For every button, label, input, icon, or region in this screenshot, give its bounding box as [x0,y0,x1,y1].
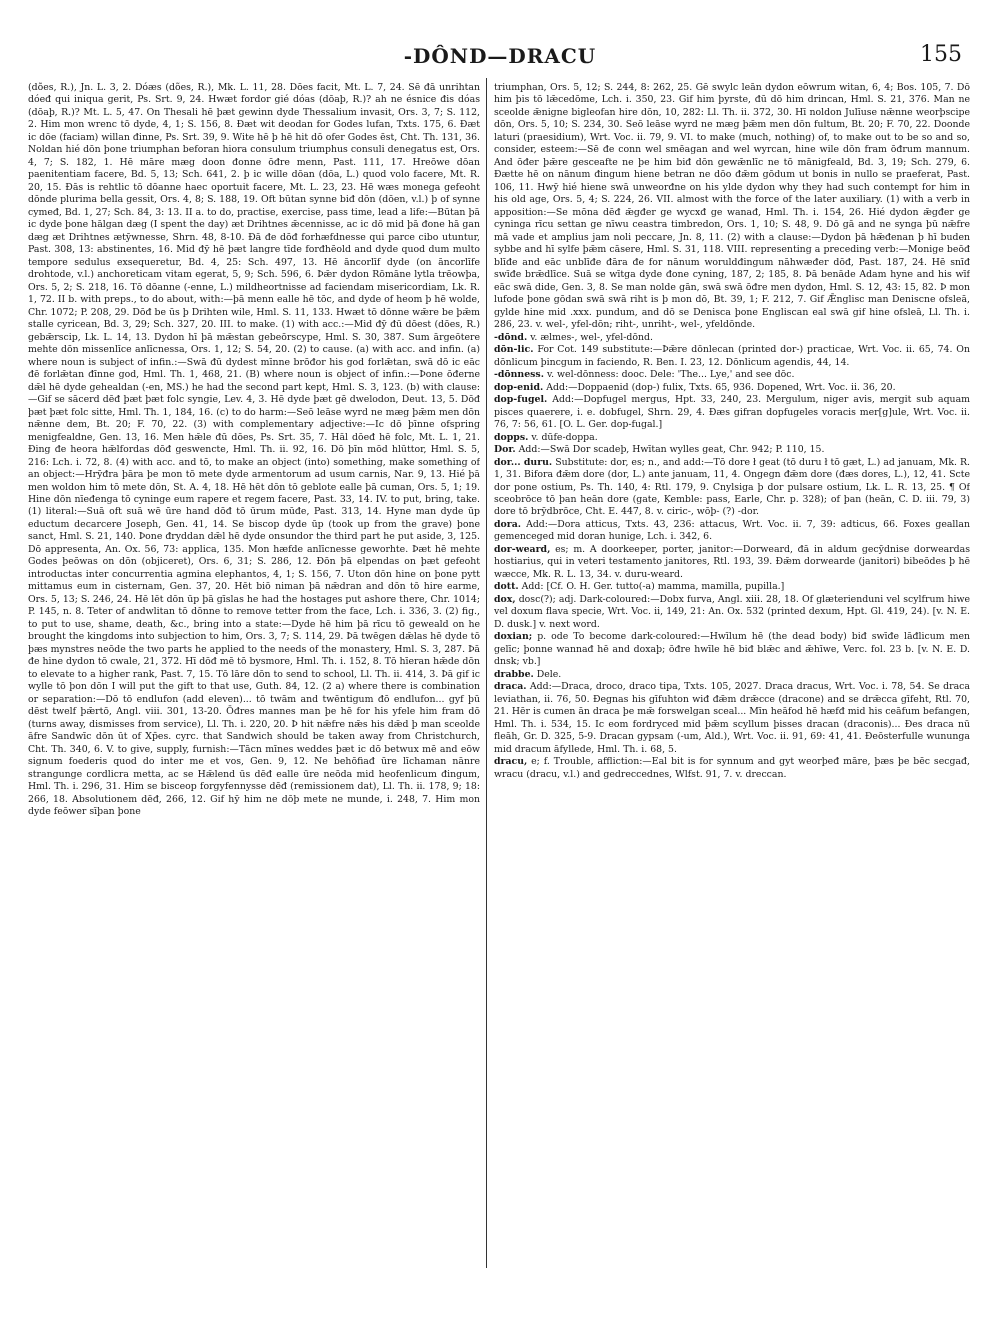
dictionary-entry [494,457,970,519]
entry-headword: dop-fugel. [494,394,548,406]
entry-body: e; f. Trouble, affliction:—Eal bit is for synnum and gyt weorþeđ māre, þæs þe bēc secgađ, wracu (dracu, v.l.) and gedreccednes, Wlfst. 91, 7. v. dreccan. [494,756,970,780]
dictionary-entry [494,332,970,344]
entry-body: Add:—Dora atticus, Txts. 43, 236: attacus, Wrt. Voc. ii. 7, 39: adticus, 66. Foxes geallan gemenceged mid doran hunige, Lch. i. 342, 6. [494,518,970,543]
entry-headword: dor-weard, [494,543,551,555]
entry-headword: dōn-lic. [494,344,534,356]
entry-body: Add:—Draca, droco, draco tipa, Txts. 105, 2027. Draca dracus, Wrt. Voc. i. 78, 54. Se draca leviathan, ii. 76, 50. Đegnas his gīfuhton wiđ đǣm drǣcce (dracone) and se drǣcca gīfeht, Rtl. 70, 21. Hēr is cumen ān draca þe mǣ forswelgan sceal... Mīn heāfod hē hæfđ mid his ceāfum befangen, Hml. Th. i. 534, 15. Ic eom fordryced mid þǣm scyllum þisses dracan (draconis)... Đes draca nū fleāh, Gr. D. 325, 5-9. Dracan gypsam (-um, Ald.), Wrt. Voc. ii. 91, 69: 41, 41. Đeōsterfulle wununga mid dracum āfyllede, Hml. Th. i. 68, 5. [494,681,970,755]
dictionary-entry [494,344,970,369]
entry-body: es; m. A doorkeeper, porter, janitor:—Dorweard, đā in aldum gecȳdnise dorweardas hostiarius, qui in veteri testamento janitores, Rtl. 193, 39. Đǣm dorwearde (janitori) bibeōdes þ hē wæcce, Mk. R. L. 13, 34. v. duru-weard. [494,543,970,580]
entry-body: Dele. [536,668,562,680]
entry-headword: dor... duru. [494,456,553,468]
right-column [494,82,970,1267]
entry-headword: -dōnness. [494,369,544,381]
page-number: 155 [920,42,962,67]
entry-headword: draca. [494,681,527,693]
entry-headword: dopps. [494,431,529,443]
dictionary-entry [494,631,970,668]
entry-headword: drabbe. [494,668,534,680]
dictionary-entry [494,681,970,756]
entry-body: Substitute: dor, es; n., and add:—Tō dore ł geat (tō duru ł tō gæt, L.) ad januam, Mk. R. 1, 31. Bifora đǣm dore (dor, L.) ante januam, 11, 4. Ongegn đǣm dore (đæs dores, L.), 12, 41. Scte dor pone ostium, Ps. Th. 140, 4: Rtl. 179, 9. Cnylsiga þ dor pulsare ostium, Lk. L. R. 13, 25. ¶ Of sceobrōce tō þan heān dore (gate, Kemble: pass, Earle, Chr. p. 328); of þan (heān, C. D. iii. 79, 3) dore tō brȳdbrōce, Cht. E. 447, 8. v. ciric-, wōþ- (?) -dor. [494,456,970,518]
entry-body: p. ode To become dark-coloured:—Hwīlum hē (the dead body) biđ swīđe lāđlicum men gelīc; þonne wannađ hē and doxaþ; ōđre hwīle hē biđ blǣc and ǣhīwe, Verc. fol. 23 b. [v. N. E. D. dnsk; vb.] [494,631,970,668]
dictionary-entry [494,519,970,544]
page-header [0,40,1000,80]
dictionary-entry [494,594,970,631]
dictionary-entry [494,369,970,381]
dictionary-entry [494,581,970,593]
dictionary-entry [494,756,970,781]
right-column-continuation: triumphan, Ors. 5, 12; S. 244, 8: 262, 25. Gē swylc leān dydon eōwrum witan, 6, 4; Bos. 105, 7. Dō him þis tō lǣcedōme, Lch. i. 350, 23. Gif him þyrste, đū dō him drincan, Hml. S. 21, 376. Man ne sceolde ǣnigne bigleofan hire dōn, 10, 282: Ll. Th. ii. 372, 30. Hī noldon Julīuse nǣnne weorþscipe dōn, Ors. 5, 10; S. 234, 30. Seō leāse wyrd ne mæg þǣm men dōn fultum, Bt. 20; F. 70, 22. Doonde laturi (praesidium), Wrt. Voc. ii. 79, 9. VI. to make (much, nothing) of, to make out to be so and so, consider, esteem:—Sē đe conn wel smēagan and wel wyrcan, hine wile dōn fram ōđrum mannum. And ōđer þǣre gesceafte ne þe him biđ dōn gewǣnlīc ne tō mānigfeald, Bd. 3, 19; Sch. 279, 6. Đætte hē on nānum đingum hiene betran ne dōo đǣm gōdum ut bonis in nullo se praeferat, Past. 106, 11. Hwȳ hié hiene swā unweorđne on his ylde dydon why they had such contempt for him in his old age, Ors. 5, 4; S. 224, 26. VII. almost with the force of the later auxiliary. (1) with a verb in apposition:—Se mōna dēđ ǣgđer ge wycxđ ge wanađ, Hml. Th. i. 154, 26. Hié dydon ǣgđer ge cyninga rīcu settan ge nīwu ceastra timbredon, Ors. 1, 10; S. 48, 9. Dō gā and ne synga þū nǣfre mā vade et amplius jam noli peccare, Jn. 8, 11. (2) with a clause:—Dydon þā hǣđenan þ hī buden sybbe and hī sylfe þǣm cāsere, Hml. S. 31, 118. VIII. representing a preceding verb:—Monige beōđ blīđe and eāc unblīđe đāra đe for nānum woruldđingum nāhwæđer dōđ, Past. 187, 24. Hē snīđ swīđe brǣdlīce. Suā se wītga dyde đone cyning, 187, 2; 185, 8. Þā benāde Adam hyne and his wīf eāc swā dide, Gen. 3, 8. Se man nolde gān, swā swā ōđre men dydon, Hml. S. 12, 43: 15, 82. Þ mon lufode þone gōdan swā swā riht is þ mon dō, Bt. 39, 1; F. 212, 7. Gif Ǣnglisc man Deniscne ofsleā, gylde hine mid .xxx. pundum, and dō se Denisca þone Engliscan eal swā gif hine ofsleā, Ll. Th. i. 286, 23. v. wel-, yfel-dōn; riht-, unriht-, wel-, yfeldōnde. [494,82,970,331]
entry-body: v. wel-dōnness: dooc. Dele: 'The... Lye,' and see dōc. [546,369,795,381]
dictionary-entry [494,669,970,681]
entry-headword: dott. [494,581,519,593]
entry-body: v. dūfe-doppa. [531,431,598,443]
dictionary-entry [494,432,970,444]
left-column-text: (dões, R.), Jn. L. 3, 2. Dóæs (dões, R.), Mk. L. 11, 28. Dōes facit, Mt. L. 7, 24. Sē đā unrihtan dóeđ qui iniqua gerit, Ps. Srt. 9, 24. Hwæt fordor gié dóas (dōaþ, R.)? ah ne ésnice đis dóas (dōaþ, R.)? Mt. L. 5, 47. On Thesali hē þæt gewinn dyde Thessalium invasit, Ors. 3, 7; S. 112, 2. Him mon wrenc tō dyde, 4, 1; S. 156, 8. Đæt wit deodan for Godes lufan, Txts. 175, 6. Đæt ic dōe (faciam) willan đinne, Ps. Srt. 39, 9. Wite hē þ hē hit dō ofer Godes ēst, Cht. Th. 131, 36. Noldan hié dōn þone triumphan beforan hiora consulum triumphus consuli denegatus est, Ors. 4, 7; S. 182, 1. Hē māre mæg doon đonne ōđre menn, Past. 111, 17. Hreōwe dōan paenitentiam facere, Bd. 5, 13; Sch. 641, 2. þ ic wille dōan (dōa, L.) quod volo facere, Mt. R. 20, 15. Đās is rehtlic tō dōanne haec oportuit facere, Mt. L. 23, 23. Hē wæs monega gefeoht dōnde plurima bella gessit, Ors. 4, 8; S. 188, 19. Oft būtan synne biđ dōn (dōen, v.l.) þ of synne cymeđ, Bd. 1, 27; Sch. 84, 3: 13. II a. to do, practise, exercise, pass time, lead a life:—Būtan þā ic dyde þone hālgan dæg (I spent the day) æt Drihtnes ǣcennisse, ac ic dō mid þā đone hā gan dæg æt Drihtnes ætȳwnesse, Shrn. 48, 8-10. Đā đe dōđ forhæfdnesse qui parce cibo utuntur, Past. 308, 13: abstinentes, 16. Mid đȳ hē þæt langre tīde forđhēold and dyde quod dum multo tempore sedulus exsequeretur, Bd. 4, 25: Sch. 497, 13. Hē āncorlīf dyde (on āncorlīfe drohtode, v.l.) anchoreticam vitam egerat, 5, 9; Sch. 596, 6. Þǣr dydon Rōmāne lytla trēowþa, Ors. 5, 2; S. 218, 16. Tō dōanne (-enne, L.) mildheortnisse ad faciendam misericordiam, Lk. R. 1, 72. II b. with preps., to do about, with:—þā menn ealle hē tōc, and dyde of heom þ hē wolde, Chr. 1072; P. 208, 29. Dōđ be ūs þ Drihten wile, Hml. S. 11, 133. Hwæt tō dōnne wǣre be þǣm stalle cyricean, Bd. 3, 29; Sch. 327, 20. III. to make. (1) with acc.:—Mid đȳ đū dōest (dōes, R.) gebǣrscip, Lk. L. 14, 13. Dydon hī þā mǣstan gebeōrscype, Hml. S. 30, 387. Sum ārgeōtere mehte dōn missenlīce anlīcnessa, Ors. 1, 12; S. 54, 20. (2) to cause. (a) with acc. and infin. (a) where noun is subject of infin.:—Swā đū dydest mīnne brōđor his god forlǣtan, swā dō ic eāc đē forlǣtan đīnne god, Hml. Th. 1, 468, 21. (B) where noun is object of infin.:—Þone ōđerne dǣl hē dyde gehealdan (-en, MS.) he had the second part kept, Hml. S. 3, 123. (b) with clause:—Gif se sācerd dēđ þæt þæt folc syngie, Lev. 4, 3. Hē dyde þæt gē dwelodon, Deut. 13, 5. Dōđ þæt þæt folc sitte, Hml. Th. 1, 184, 16. (c) to do harm:—Seō leāse wyrd ne mæg þǣm men dōn nǣnne dem, Bt. 20; F. 70, 22. (3) with complementary adjective:—Ic dō þīnne ofspring menigfealdne, Gen. 13, 16. Men hǣle đū dōes, Ps. Srt. 35, 7. Hāl dōeđ hē folc, Mt. L. 1, 21. Đing đe heora hǣlfordas dōđ geswencte, Hml. Th. ii. 92, 16. Dō þīn mōd hlūttor, Hml. S. 5, 216: Lch. i. 72, 8. (4) with acc. and tō, to make an object (into) something, make something of an object:—Hrȳđra þāra þe mon tō mete dyde armentorum ad usum carnis, Nar. 9, 13. Hié þā men woldon him tō mete dōn, St. A. 4, 18. Hē hēt dōn tō geblote ealle þā cuman, Ors. 5, 1; 19. Hine dōn nīeđenga tō cyninge eum rapere et regem facere, Past. 33, 14. IV. to put, bring, take. (1) literal:—Suā oft suā wē ūre hand dōđ tō ūrum mūđe, Past. 313, 14. Hyne man dyde ūp eductum decarcere Joseph, Gen. 41, 14. Se biscop dyde ūp (took up from the grave) þone sanct, Hml. S. 21, 140. Þone đryddan dǣl hē dyde onsundor the third part he put aside, 3, 125. Dō appresenta, An. Ox. 56, 73: applica, 135. Mon hæfde anlīcnesse geworhte. Þæt hē mehte Godes þeōwas on dōn (objiceret), Ors. 6, 31; S. 286, 12. Đōn þā elpendas on þæt gefeoht introductas inter concurrentia agmina elephantos, 4, 1; S. 156, 7. Uton dōn hine on þone pytt mittamus eum in cisternam, Gen. 37, 20. Hēt biō niman þā nǣdran and dōn tō hire earme, Ors. 5, 13; S. 246, 24. Hē lēt dōn ūp þā gīslas he had the hostages put ashore there, Chr. 1014; P. 145, n. 8. Teter of andwlitan tō dōnne to remove tetter from the face, Lch. i. 336, 3. (2) fig., to put to use, shame, death, &c., bring into a state:—Dyde hē him þā rīcu tō geweald on he brought the kingdoms into subjection to him, Ors. 3, 7; S. 114, 29. Þā twēgen dǣlas hē dyde tō þæs mynstres neōde the two parts he applied to the needs of the monastery, Hml. S. 3, 287. Þā đe hine dydon tō cwale, 21, 372. Hī dōđ mē tō bysmore, Hml. Th. i. 152, 8. Tō hīeran hǣde dōn to elevate to a higher rank, Past. 7, 15. Tō lāre dōn to send to school, Ll. Th. ii. 414, 3. Þā gif ic wylle tō þon dōn I will put the gift to that use, Guth. 84, 12. (2 a) where there is combination or separation:—Dō tō endlufon (add eleven)... tō twām and twēntigum đō endlufon... gyf þū dēst twelf þǣrtō, Angl. viii. 301, 13-20. Ōđres mannes man þe hē for his yfele him fram dō (turns away, dismisses from service), Ll. Th. i. 220, 20. Þ hit nǣfre nǣs his dǣd þ man sceolde āfre Sandwīc dōn ūt of Xp̄es. cyrc. that Sandwich should be taken away from Christchurch, Cht. Th. 340, 6. V. to give, supply, furnish:—Tācn mīnes weddes þæt ic dō betwux mē and eōw signum foederis quod do inter me et vos, Gen. 9, 12. Ne behōfiađ ūre līchaman nānre strangunge cordlicra metta, ac se Hǣlend ūs dēđ ealle ūre neōda mid heofenlicum đingum, Hml. Th. i. 296, 31. Him se bisceop forgyfennysse dēđ (remissionem dat), Ll. Th. ii. 178, 9; 18: 266, 18. Absolutionem dēđ, 266, 12. Gif hȳ him ne dōþ mete ne munde, i. 248, 7. Him mon dyde feōwer sīþan þone [28,82,480,818]
entry-body: dosc(?); adj. Dark-coloured:—Dobx furva, Angl. xiii. 28, 18. Of glæterienduni vel scylfrum hiwe vel doxum flava specie, Wrt. Voc. ii, 149, 21: An. Ox. 532 (printed dexum, Hpt. Gl. 419, 24). [v. N. E. D. dusk.] v. next word. [494,593,970,630]
entry-headword: dox, [494,593,516,605]
entry-headword: dracu, [494,756,528,768]
entry-body: Add: [Cf. O. H. Ger. tutto(-a) mamma, mamilla, pupilla.] [521,581,785,593]
entry-headword: -dōnd. [494,331,528,343]
entry-headword: doxian; [494,631,533,643]
running-title: -DÔND—DRACU [403,44,597,68]
dictionary-entry [494,544,970,581]
entry-body: Add:—Dopfugel mergus, Hpt. 33, 240, 23. Mergulum, niger avis, mergit sub aquam pisces quaerere, i. e. dobfugel, Shrn. 29, 4. Đæs gifran dopfugeles voracis mer[g]ule, Wrt. Voc. ii. 76, 7: 56, 61. [O. L. Ger. dop-fugal.] [494,394,970,431]
dictionary-entry [494,382,970,394]
entry-body: Add:—Swā Dor scadeþ, Hwītan wylles geat, Chr. 942; P. 110, 15. [518,444,825,456]
left-column [28,82,480,1267]
entry-headword: dop-enid. [494,381,544,393]
entry-list [494,332,970,781]
entry-body: v. ælmes-, wel-, yfel-dōnd. [530,331,653,343]
entry-headword: dora. [494,518,521,530]
entry-body: For Cot. 149 substitute:—Þǣre dōnlecan (printed dor-) practicae, Wrt. Voc. ii. 65, 74. On dōnlicum þincgum in faciendo, R. Ben. I. 23, 12. Dōnlicum agendis, 44, 14. [494,344,970,368]
entry-headword: Dor. [494,444,516,456]
dictionary-entry [494,444,970,456]
entry-body: Add:—Doppaenid (dop-) fulix, Txts. 65, 936. Dopened, Wrt. Voc. ii. 36, 20. [546,381,896,393]
column-divider [486,78,487,1268]
dictionary-entry [494,394,970,431]
